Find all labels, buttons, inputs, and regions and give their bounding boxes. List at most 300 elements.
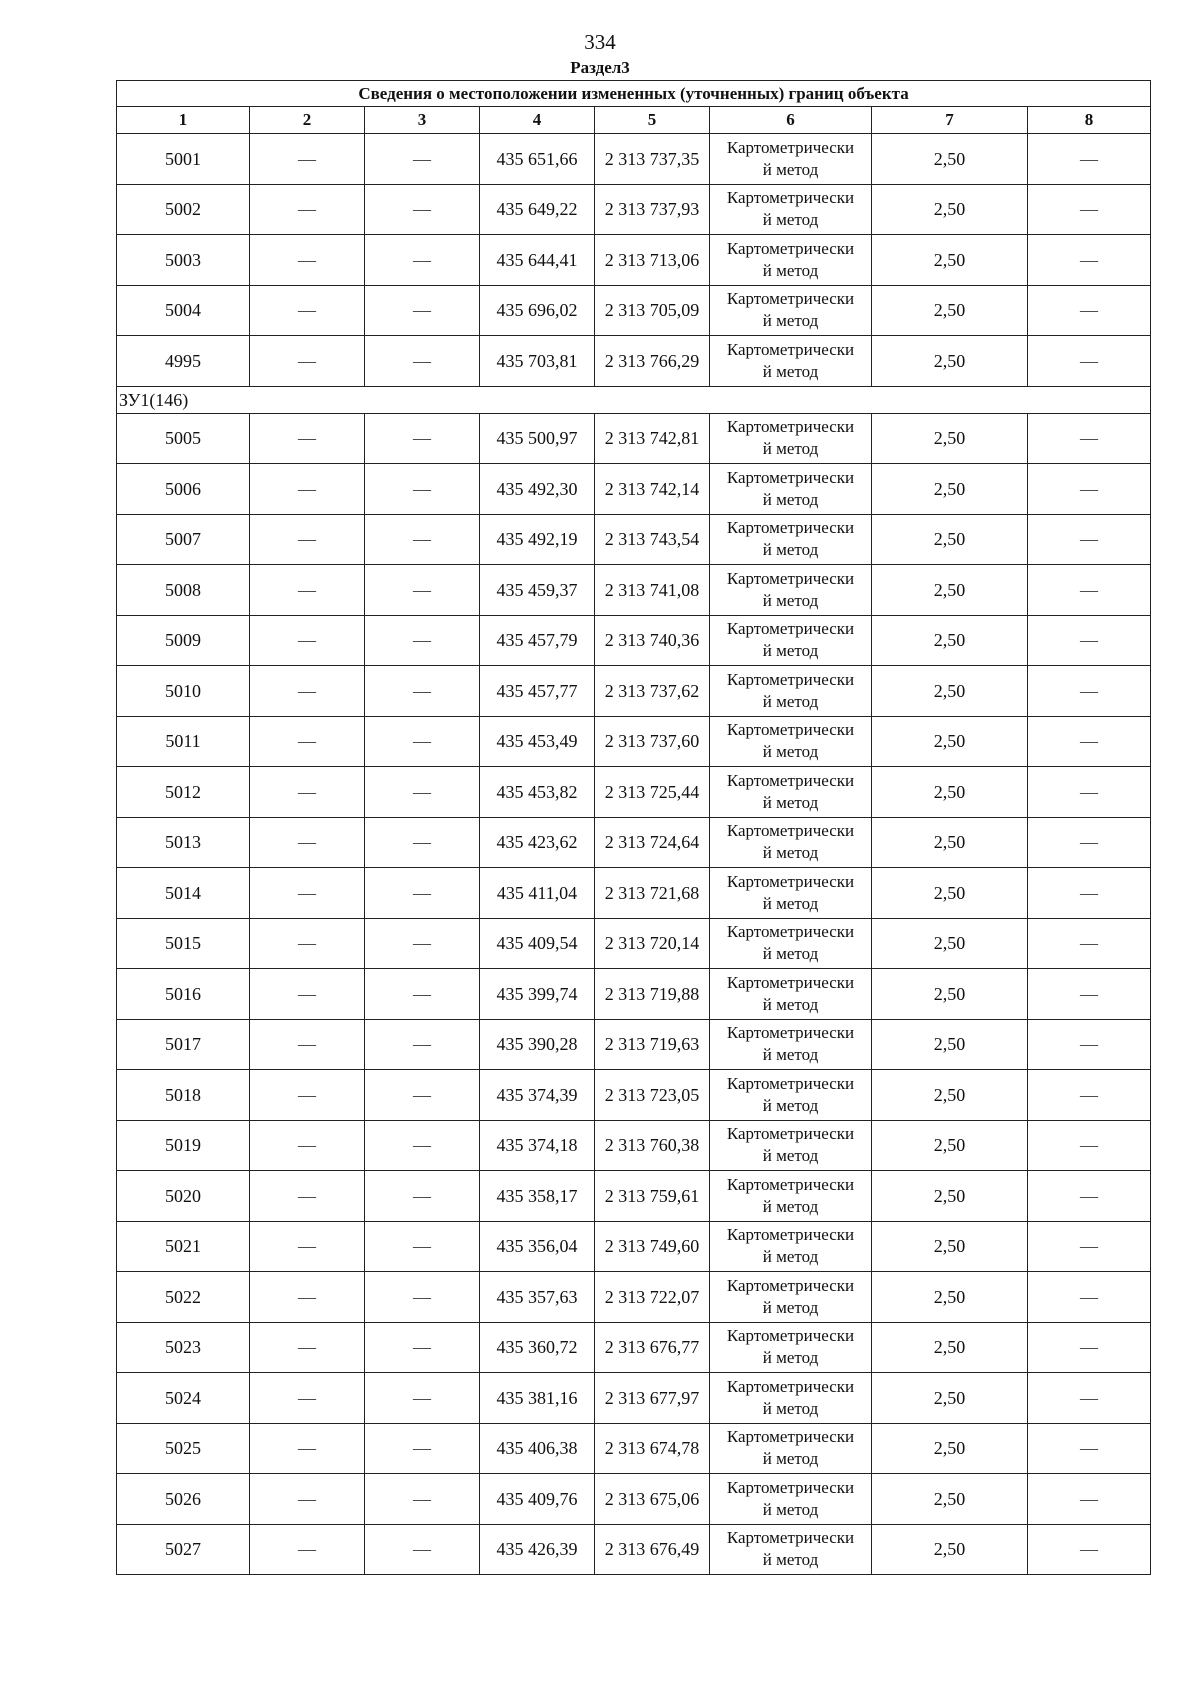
accuracy-cell: 2,50 [872, 1373, 1028, 1424]
method-cell [710, 514, 872, 565]
point-number-cell: 5014 [117, 868, 250, 919]
empty-dash-cell: — [250, 1322, 365, 1373]
method-line-1: Картометрически [726, 1427, 855, 1447]
empty-dash-cell: — [250, 666, 365, 717]
y-coordinate-cell: 2 313 741,08 [595, 565, 710, 616]
method-line-1: Картометрически [726, 972, 855, 992]
table-row [117, 615, 1151, 666]
accuracy-cell: 2,50 [872, 1474, 1028, 1525]
method-line-1: Картометрически [726, 1326, 855, 1346]
method-line-2: й метод [762, 1297, 819, 1317]
accuracy-cell: 2,50 [872, 1272, 1028, 1323]
x-coordinate-cell: 435 696,02 [480, 285, 595, 336]
x-coordinate-cell: 435 374,18 [480, 1120, 595, 1171]
method-cell [710, 134, 872, 185]
empty-dash-cell: — [250, 767, 365, 818]
accuracy-cell: 2,50 [872, 969, 1028, 1020]
table-row [117, 1070, 1151, 1121]
group-row [117, 386, 1151, 413]
empty-dash-cell: — [365, 666, 480, 717]
table-row [117, 817, 1151, 868]
x-coordinate-cell: 435 453,82 [480, 767, 595, 818]
method-cell [710, 1019, 872, 1070]
table-row [117, 1373, 1151, 1424]
empty-dash-cell: — [365, 1019, 480, 1070]
point-number-cell: 5017 [117, 1019, 250, 1070]
accuracy-cell: 2,50 [872, 1070, 1028, 1121]
method-line-1: Картометрически [726, 289, 855, 309]
empty-dash-cell: — [250, 1474, 365, 1525]
empty-dash-cell: — [250, 615, 365, 666]
method-line-2: й метод [762, 540, 819, 560]
empty-dash-cell: — [1028, 969, 1151, 1020]
accuracy-cell: 2,50 [872, 1423, 1028, 1474]
empty-dash-cell: — [1028, 235, 1151, 286]
method-cell [710, 868, 872, 919]
empty-dash-cell: — [250, 285, 365, 336]
empty-dash-cell: — [1028, 817, 1151, 868]
column-number: 1 [117, 107, 250, 134]
accuracy-cell: 2,50 [872, 514, 1028, 565]
empty-dash-cell: — [250, 1423, 365, 1474]
method-cell [710, 817, 872, 868]
table-row [117, 1171, 1151, 1222]
y-coordinate-cell: 2 313 749,60 [595, 1221, 710, 1272]
method-line-2: й метод [762, 742, 819, 762]
method-line-2: й метод [762, 1196, 819, 1216]
method-line-1: Картометрически [726, 871, 855, 891]
table-row [117, 1423, 1151, 1474]
method-cell [710, 336, 872, 387]
y-coordinate-cell: 2 313 723,05 [595, 1070, 710, 1121]
empty-dash-cell: — [1028, 918, 1151, 969]
y-coordinate-cell: 2 313 737,93 [595, 184, 710, 235]
method-line-1: Картометрически [726, 1023, 855, 1043]
empty-dash-cell: — [250, 565, 365, 616]
table-row [117, 565, 1151, 616]
method-line-2: й метод [762, 361, 819, 381]
table-row [117, 969, 1151, 1020]
method-cell [710, 1171, 872, 1222]
empty-dash-cell: — [365, 1272, 480, 1323]
method-line-2: й метод [762, 1550, 819, 1570]
empty-dash-cell: — [250, 235, 365, 286]
y-coordinate-cell: 2 313 737,60 [595, 716, 710, 767]
y-coordinate-cell: 2 313 721,68 [595, 868, 710, 919]
x-coordinate-cell: 435 356,04 [480, 1221, 595, 1272]
table-row [117, 666, 1151, 717]
empty-dash-cell: — [1028, 1120, 1151, 1171]
method-line-1: Картометрически [726, 619, 855, 639]
method-line-1: Картометрически [726, 1376, 855, 1396]
method-cell [710, 1322, 872, 1373]
method-line-2: й метод [762, 260, 819, 280]
empty-dash-cell: — [250, 1373, 365, 1424]
x-coordinate-cell: 435 409,76 [480, 1474, 595, 1525]
accuracy-cell: 2,50 [872, 1221, 1028, 1272]
method-cell [710, 235, 872, 286]
x-coordinate-cell: 435 703,81 [480, 336, 595, 387]
method-line-1: Картометрически [726, 137, 855, 157]
method-cell [710, 767, 872, 818]
empty-dash-cell: — [365, 464, 480, 515]
point-number-cell: 5023 [117, 1322, 250, 1373]
point-number-cell: 5025 [117, 1423, 250, 1474]
x-coordinate-cell: 435 399,74 [480, 969, 595, 1020]
method-line-2: й метод [762, 944, 819, 964]
empty-dash-cell: — [250, 464, 365, 515]
empty-dash-cell: — [365, 1423, 480, 1474]
y-coordinate-cell: 2 313 713,06 [595, 235, 710, 286]
point-number-cell: 5008 [117, 565, 250, 616]
table-row [117, 868, 1151, 919]
x-coordinate-cell: 435 357,63 [480, 1272, 595, 1323]
method-line-2: й метод [762, 1348, 819, 1368]
empty-dash-cell: — [365, 1474, 480, 1525]
empty-dash-cell: — [1028, 666, 1151, 717]
coordinates-table [116, 80, 1151, 1575]
empty-dash-cell: — [1028, 184, 1151, 235]
method-cell [710, 969, 872, 1020]
page-number: 334 [584, 30, 616, 54]
table-row [117, 918, 1151, 969]
empty-dash-cell: — [1028, 868, 1151, 919]
table-row [117, 1221, 1151, 1272]
accuracy-cell: 2,50 [872, 1524, 1028, 1575]
y-coordinate-cell: 2 313 740,36 [595, 615, 710, 666]
y-coordinate-cell: 2 313 677,97 [595, 1373, 710, 1424]
empty-dash-cell: — [250, 716, 365, 767]
method-line-2: й метод [762, 590, 819, 610]
table-row [117, 716, 1151, 767]
method-cell [710, 1221, 872, 1272]
empty-dash-cell: — [250, 1221, 365, 1272]
section-label: Раздел3 [570, 58, 630, 77]
method-line-2: й метод [762, 792, 819, 812]
accuracy-cell: 2,50 [872, 184, 1028, 235]
empty-dash-cell: — [365, 413, 480, 464]
point-number-cell: 5015 [117, 918, 250, 969]
method-cell [710, 1373, 872, 1424]
empty-dash-cell: — [250, 413, 365, 464]
x-coordinate-cell: 435 649,22 [480, 184, 595, 235]
column-number-row [117, 107, 1151, 134]
method-cell [710, 1474, 872, 1525]
method-line-2: й метод [762, 691, 819, 711]
x-coordinate-cell: 435 457,77 [480, 666, 595, 717]
table-row [117, 1524, 1151, 1575]
empty-dash-cell: — [365, 235, 480, 286]
empty-dash-cell: — [1028, 1474, 1151, 1525]
y-coordinate-cell: 2 313 719,88 [595, 969, 710, 1020]
empty-dash-cell: — [1028, 1070, 1151, 1121]
empty-dash-cell: — [365, 336, 480, 387]
method-line-1: Картометрически [726, 339, 855, 359]
empty-dash-cell: — [250, 1272, 365, 1323]
x-coordinate-cell: 435 500,97 [480, 413, 595, 464]
method-line-1: Картометрически [726, 467, 855, 487]
empty-dash-cell: — [1028, 767, 1151, 818]
empty-dash-cell: — [365, 969, 480, 1020]
point-number-cell: 4995 [117, 336, 250, 387]
y-coordinate-cell: 2 313 737,35 [595, 134, 710, 185]
empty-dash-cell: — [365, 767, 480, 818]
accuracy-cell: 2,50 [872, 716, 1028, 767]
method-line-2: й метод [762, 641, 819, 661]
point-number-cell: 5003 [117, 235, 250, 286]
x-coordinate-cell: 435 409,54 [480, 918, 595, 969]
column-number: 4 [480, 107, 595, 134]
column-number: 3 [365, 107, 480, 134]
method-cell [710, 413, 872, 464]
empty-dash-cell: — [365, 1322, 480, 1373]
empty-dash-cell: — [365, 285, 480, 336]
point-number-cell: 5016 [117, 969, 250, 1020]
point-number-cell: 5012 [117, 767, 250, 818]
method-cell [710, 1070, 872, 1121]
table-row [117, 184, 1151, 235]
x-coordinate-cell: 435 644,41 [480, 235, 595, 286]
empty-dash-cell: — [1028, 1019, 1151, 1070]
method-line-1: Картометрически [726, 1275, 855, 1295]
method-line-2: й метод [762, 843, 819, 863]
point-number-cell: 5027 [117, 1524, 250, 1575]
method-cell [710, 285, 872, 336]
empty-dash-cell: — [365, 918, 480, 969]
empty-dash-cell: — [1028, 615, 1151, 666]
method-cell [710, 1423, 872, 1474]
table-row [117, 1019, 1151, 1070]
x-coordinate-cell: 435 390,28 [480, 1019, 595, 1070]
table-title: Сведения о местоположении измененных (уточненных) границ объекта [117, 81, 1151, 107]
method-line-1: Картометрически [726, 1225, 855, 1245]
empty-dash-cell: — [365, 1524, 480, 1575]
empty-dash-cell: — [365, 817, 480, 868]
method-cell [710, 666, 872, 717]
group-label: ЗУ1(146) [117, 386, 1151, 413]
method-line-2: й метод [762, 210, 819, 230]
accuracy-cell: 2,50 [872, 1322, 1028, 1373]
method-line-1: Картометрически [726, 1477, 855, 1497]
accuracy-cell: 2,50 [872, 666, 1028, 717]
empty-dash-cell: — [365, 1373, 480, 1424]
x-coordinate-cell: 435 492,19 [480, 514, 595, 565]
accuracy-cell: 2,50 [872, 413, 1028, 464]
point-number-cell: 5001 [117, 134, 250, 185]
point-number-cell: 5026 [117, 1474, 250, 1525]
empty-dash-cell: — [1028, 1524, 1151, 1575]
y-coordinate-cell: 2 313 674,78 [595, 1423, 710, 1474]
empty-dash-cell: — [250, 1070, 365, 1121]
method-line-1: Картометрически [726, 821, 855, 841]
empty-dash-cell: — [250, 1019, 365, 1070]
y-coordinate-cell: 2 313 719,63 [595, 1019, 710, 1070]
method-cell [710, 918, 872, 969]
x-coordinate-cell: 435 492,30 [480, 464, 595, 515]
y-coordinate-cell: 2 313 676,77 [595, 1322, 710, 1373]
y-coordinate-cell: 2 313 760,38 [595, 1120, 710, 1171]
column-number: 7 [872, 107, 1028, 134]
accuracy-cell: 2,50 [872, 767, 1028, 818]
method-cell [710, 1120, 872, 1171]
accuracy-cell: 2,50 [872, 1120, 1028, 1171]
point-number-cell: 5006 [117, 464, 250, 515]
empty-dash-cell: — [1028, 1322, 1151, 1373]
method-line-2: й метод [762, 1499, 819, 1519]
empty-dash-cell: — [365, 716, 480, 767]
point-number-cell: 5018 [117, 1070, 250, 1121]
y-coordinate-cell: 2 313 725,44 [595, 767, 710, 818]
point-number-cell: 5005 [117, 413, 250, 464]
empty-dash-cell: — [365, 565, 480, 616]
y-coordinate-cell: 2 313 759,61 [595, 1171, 710, 1222]
table-row [117, 134, 1151, 185]
y-coordinate-cell: 2 313 766,29 [595, 336, 710, 387]
table-row [117, 1474, 1151, 1525]
method-line-1: Картометрически [726, 188, 855, 208]
method-line-1: Картометрически [726, 518, 855, 538]
point-number-cell: 5004 [117, 285, 250, 336]
empty-dash-cell: — [1028, 336, 1151, 387]
point-number-cell: 5007 [117, 514, 250, 565]
table-row [117, 514, 1151, 565]
method-line-2: й метод [762, 1045, 819, 1065]
x-coordinate-cell: 435 381,16 [480, 1373, 595, 1424]
point-number-cell: 5010 [117, 666, 250, 717]
accuracy-cell: 2,50 [872, 615, 1028, 666]
point-number-cell: 5020 [117, 1171, 250, 1222]
y-coordinate-cell: 2 313 705,09 [595, 285, 710, 336]
empty-dash-cell: — [250, 336, 365, 387]
method-cell [710, 716, 872, 767]
accuracy-cell: 2,50 [872, 565, 1028, 616]
method-line-2: й метод [762, 159, 819, 179]
method-line-2: й метод [762, 489, 819, 509]
table-row [117, 767, 1151, 818]
empty-dash-cell: — [250, 1171, 365, 1222]
method-cell [710, 1524, 872, 1575]
x-coordinate-cell: 435 374,39 [480, 1070, 595, 1121]
method-line-2: й метод [762, 1398, 819, 1418]
x-coordinate-cell: 435 406,38 [480, 1423, 595, 1474]
point-number-cell: 5013 [117, 817, 250, 868]
method-line-1: Картометрически [726, 238, 855, 258]
x-coordinate-cell: 435 651,66 [480, 134, 595, 185]
method-line-1: Картометрически [726, 720, 855, 740]
empty-dash-cell: — [365, 1221, 480, 1272]
empty-dash-cell: — [250, 184, 365, 235]
empty-dash-cell: — [1028, 464, 1151, 515]
empty-dash-cell: — [250, 514, 365, 565]
empty-dash-cell: — [1028, 565, 1151, 616]
empty-dash-cell: — [365, 868, 480, 919]
x-coordinate-cell: 435 459,37 [480, 565, 595, 616]
empty-dash-cell: — [1028, 1373, 1151, 1424]
empty-dash-cell: — [250, 969, 365, 1020]
empty-dash-cell: — [250, 1120, 365, 1171]
y-coordinate-cell: 2 313 743,54 [595, 514, 710, 565]
x-coordinate-cell: 435 411,04 [480, 868, 595, 919]
empty-dash-cell: — [1028, 716, 1151, 767]
empty-dash-cell: — [1028, 1272, 1151, 1323]
point-number-cell: 5021 [117, 1221, 250, 1272]
empty-dash-cell: — [250, 918, 365, 969]
table-row [117, 464, 1151, 515]
y-coordinate-cell: 2 313 676,49 [595, 1524, 710, 1575]
y-coordinate-cell: 2 313 737,62 [595, 666, 710, 717]
y-coordinate-cell: 2 313 720,14 [595, 918, 710, 969]
table-row [117, 235, 1151, 286]
accuracy-cell: 2,50 [872, 285, 1028, 336]
method-line-1: Картометрически [726, 1528, 855, 1548]
accuracy-cell: 2,50 [872, 235, 1028, 286]
x-coordinate-cell: 435 360,72 [480, 1322, 595, 1373]
method-line-1: Картометрически [726, 1124, 855, 1144]
table-title-row [117, 81, 1151, 107]
method-line-1: Картометрически [726, 1073, 855, 1093]
table-row [117, 413, 1151, 464]
accuracy-cell: 2,50 [872, 918, 1028, 969]
empty-dash-cell: — [250, 817, 365, 868]
x-coordinate-cell: 435 423,62 [480, 817, 595, 868]
point-number-cell: 5024 [117, 1373, 250, 1424]
method-line-2: й метод [762, 994, 819, 1014]
point-number-cell: 5009 [117, 615, 250, 666]
method-cell [710, 565, 872, 616]
accuracy-cell: 2,50 [872, 134, 1028, 185]
empty-dash-cell: — [1028, 1423, 1151, 1474]
method-line-2: й метод [762, 1449, 819, 1469]
empty-dash-cell: — [365, 1070, 480, 1121]
y-coordinate-cell: 2 313 724,64 [595, 817, 710, 868]
empty-dash-cell: — [365, 514, 480, 565]
accuracy-cell: 2,50 [872, 336, 1028, 387]
point-number-cell: 5019 [117, 1120, 250, 1171]
empty-dash-cell: — [250, 868, 365, 919]
column-number: 5 [595, 107, 710, 134]
method-line-2: й метод [762, 439, 819, 459]
empty-dash-cell: — [365, 134, 480, 185]
accuracy-cell: 2,50 [872, 1019, 1028, 1070]
empty-dash-cell: — [1028, 514, 1151, 565]
method-line-2: й метод [762, 311, 819, 331]
accuracy-cell: 2,50 [872, 1171, 1028, 1222]
y-coordinate-cell: 2 313 722,07 [595, 1272, 710, 1323]
table-row [117, 285, 1151, 336]
method-cell [710, 1272, 872, 1323]
accuracy-cell: 2,50 [872, 868, 1028, 919]
method-cell [710, 464, 872, 515]
empty-dash-cell: — [365, 1171, 480, 1222]
column-number: 6 [710, 107, 872, 134]
column-number: 8 [1028, 107, 1151, 134]
method-line-2: й метод [762, 1095, 819, 1115]
x-coordinate-cell: 435 426,39 [480, 1524, 595, 1575]
empty-dash-cell: — [1028, 134, 1151, 185]
table-row [117, 1120, 1151, 1171]
method-line-1: Картометрически [726, 922, 855, 942]
table-row [117, 1272, 1151, 1323]
empty-dash-cell: — [1028, 1221, 1151, 1272]
empty-dash-cell: — [1028, 1171, 1151, 1222]
empty-dash-cell: — [365, 615, 480, 666]
table-row [117, 336, 1151, 387]
method-cell [710, 184, 872, 235]
method-cell [710, 615, 872, 666]
method-line-2: й метод [762, 1247, 819, 1267]
method-line-2: й метод [762, 1146, 819, 1166]
x-coordinate-cell: 435 358,17 [480, 1171, 595, 1222]
